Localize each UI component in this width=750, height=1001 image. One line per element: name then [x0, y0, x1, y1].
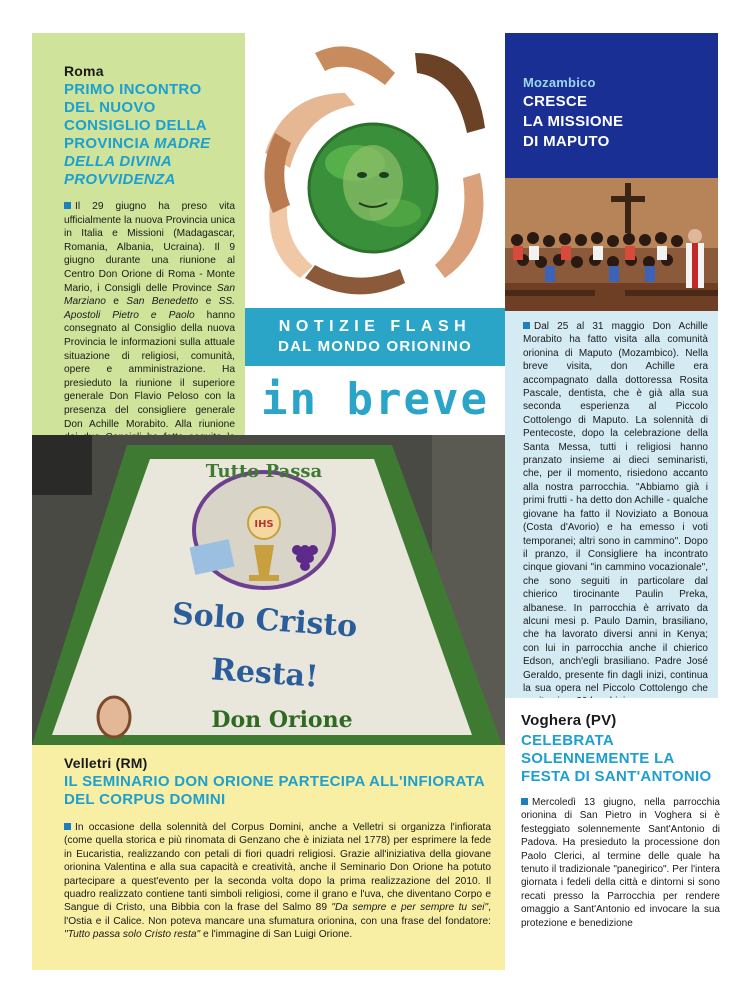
infiorata-don-orione: Don Orione [211, 707, 353, 733]
article-roma [32, 33, 245, 435]
article-mozambico-body [505, 311, 718, 698]
banner-notizie-flash [245, 308, 505, 366]
place-mozambico: Mozambico [523, 75, 596, 90]
maputo-group-photo [505, 178, 718, 311]
infiorata-solo-cristo: Solo Cristo [170, 596, 359, 645]
article-voghera [505, 698, 750, 978]
bullet-square-icon [523, 322, 530, 329]
headline-roma-italic: MADRE DELLA DIVINA PROVVIDENZA [64, 135, 211, 188]
place-velletri: Velletri (RM) [64, 755, 148, 771]
infiorata-flower-carpet-photo [32, 435, 505, 745]
in-breve-text: in breve [261, 374, 489, 425]
body-voghera: Mercoledì 13 giugno, nella parrocchia orionina di San Pietro in Voghera si è festeggiato solennemente Sant'Antonio di Padova. Ha presieduto la processione don Paolo Clerici, al termine delle quale ha tenuto il tradizionale "panegirico". Per l'intera giornata i fedeli della città e dintorni si sono recati presso la Parrocchia per rendere omaggio a Sant'Antonio ed invocare la sua protezione e benedizione [521, 797, 720, 929]
headline-voghera: CELEBRATA SOLENNEMENTE LA FESTA DI SANT'ANTONIO [521, 732, 712, 785]
article-mozambico-header [505, 33, 718, 178]
headline-roma [64, 81, 235, 189]
headline-mozambico: CRESCE LA MISSIONE DI MAPUTO [523, 93, 624, 150]
banner-line-2: DAL MONDO ORIONINO [278, 338, 472, 355]
banner-line-1: NOTIZIE FLASH [278, 318, 472, 335]
infiorata-resta: Resta! [209, 652, 320, 695]
headline-velletri: IL SEMINARIO DON ORIONE PARTECIPA ALL'INFIORATA DEL CORPUS DOMINI [64, 773, 485, 808]
headline-roma-main: PRIMO INCONTRO DEL NUOVO CONSIGLIO DELLA PROVINCIA [64, 81, 207, 152]
bullet-square-icon [64, 202, 71, 209]
infiorata-ihs: IHS [254, 519, 274, 530]
infiorata-top-text: Tutto Passa [205, 461, 323, 482]
bullet-square-icon [521, 798, 528, 805]
hands-globe-photo [245, 33, 505, 308]
body-roma: Il 29 giugno ha preso vita ufficialmente la nuova Provincia unica in Italia e Missioni (Madagascar, Romania, Albania, Ucraina). Il 9 giugno durante una riunione al Centro Don Orione di Roma - Monte Mario, i Consigli delle Province San Marziano e San Benedetto e SS. Apostoli Pietro e Paolo hanno consegnato al Consiglio della nuova Provincia le informazioni sulla attuale situazione di religiosi, comunità, opere e amministrazione. Ha presieduto la riunione il superiore generale Don Flavio Peloso con la presenza del consigliere generale Don Achille Morabito. Alla riunione [64, 201, 236, 430]
in-breve-title [245, 366, 505, 434]
body-mozambico: Dal 25 al 31 maggio Don Achille Morabito ha fatto visita alla comunità orionina di Maputo (Mozambico). Nella breve visita, don Achille era accompagnato dalla dottoressa Rosita Pascale, dentista, che è già alla sua seconda esperienza al Piccolo Cottolengo di Maputo. La solennità di Pentecoste, dopo la celebrazione della Santa Messa, tutti i religiosi hanno pranzato insieme ai dieci seminaristi, che, per il momento, risiedono accanto alla nostra parrocchia. "Abbiamo già i primi frutti - ha detto don Achille - qualche giovane ha fatto il Noviziato a Bonoua (Costa d'Avorio) e ha emesso i voti temporanei; altri sono in cammino". Dopo il pranzo, il Consigliere ha incontrato cinque giovani "in cammino vocazionale", che sono seguiti in particolare dal chierico tirocinante Paulin Preka, albanese. In parrocchia è arrivato da alcuni mesi p. Paulo Damin, brasiliano, che ha lavorato diversi anni in Kenya; con lui in parrocchia anche il chierico Edson, anch'egli brasiliano. Padre José Geraldo, presente fin dagli inizi, continua la sua opera nel Piccolo Cottolengo che [523, 321, 708, 694]
place-voghera: Voghera (PV) [521, 712, 617, 729]
article-velletri [32, 745, 505, 970]
place-roma: Roma [64, 63, 104, 79]
body-velletri: In occasione della solennità del Corpus Domini, anche a Velletri si organizza l'infiorata (come quella storica e più rinomata di Genzano che è iniziata nel 1778) per esprimere la fede in Eucaristia, realizzando con petali di fiori quadri religiosi. Grazie all'iniziativa della giovane orionina Valentina e alla sua capacità e creatività, anche il Seminario Don Orione ha potuto partecipare a quest'evento per la seconda volta dopo la prima realizzazione del 2010. Il quadro realizzato contiene tanti simboli religiosi, come il grano e l'uva, che diventano Corpo e Sangue di Cristo, una Bibbia con la frase del Salmo 89 "Da sempre e per sempre tu sei", l'Ostia e il Calice. Non poteva mancare una sfumatura orionina, con una frase del fondatore: "Tutto passa solo Cristo resta" e l'immagine di San Luigi Orione. [64, 822, 491, 941]
bullet-square-icon [64, 823, 71, 830]
